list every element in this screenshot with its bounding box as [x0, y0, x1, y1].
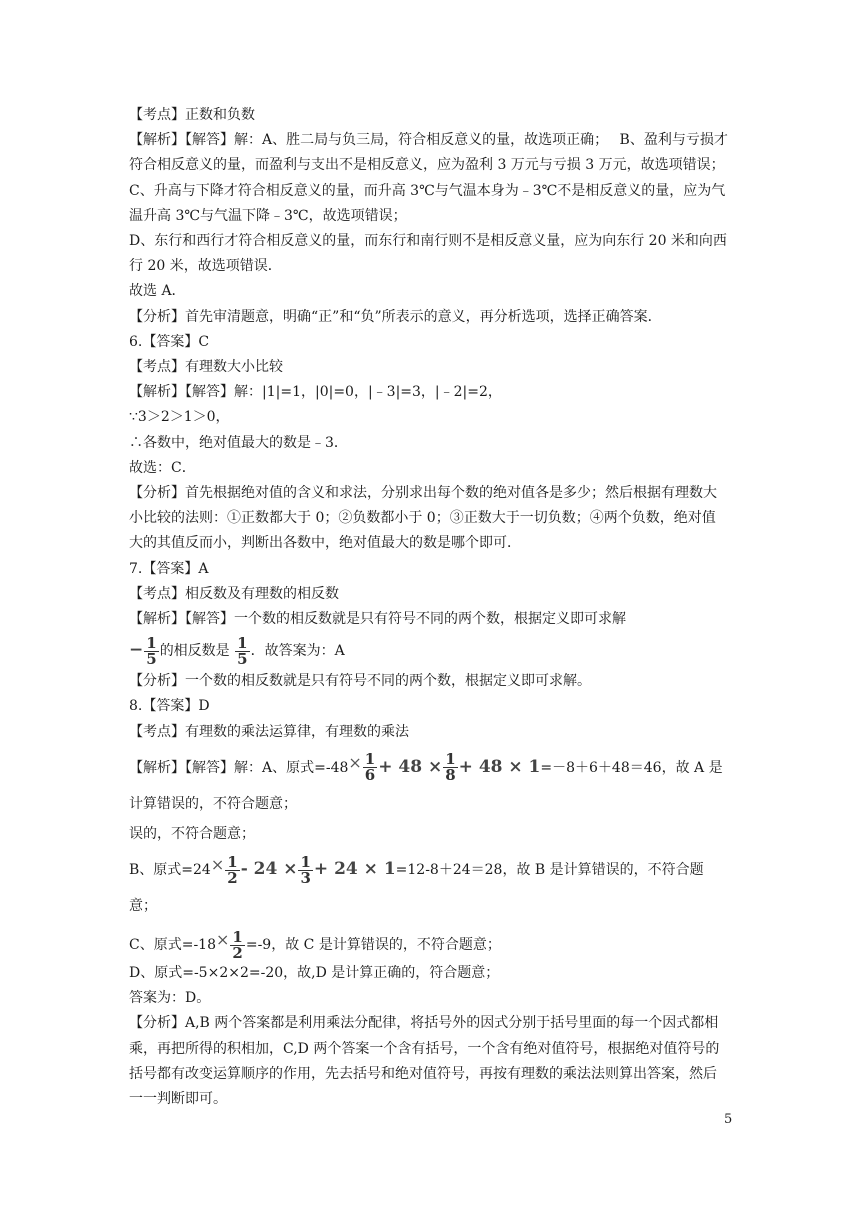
formula-line: 【解析】【解答】解：A、原式=-48× $\frac{1}{6}$ + 48 × $\frac{1}{8}$ + 48 × 1=－8＋6＋48＝46，故 A 是计算错误的，不符合题意；: [129, 750, 723, 812]
text-line: 【解析】【解答】一个数的相反数就是只有符号不同的两个数，根据定义即可求解: [129, 611, 626, 628]
fraction-one-third: $\frac{1}{3}$: [300, 852, 311, 887]
text-line: 【考点】有理数的乘法运算律，有理数的乘法: [129, 723, 409, 740]
fraction-one-eighth: $\frac{1}{8}$: [445, 750, 456, 785]
text-line: 答案为：D。: [129, 990, 211, 1007]
minus-sign: −: [129, 640, 144, 661]
page-number: 5: [724, 1112, 733, 1127]
text-line: 【分析】首先审清题意，明确“正”和“负”所表示的意义，再分析选项，选择正确答案．: [129, 308, 662, 325]
text-line: D、东行和西行才符合相反意义的量，而东行和南行则不是相反意义量，应为向东行 20 米和向西行 20 米，故选项错误．: [129, 233, 727, 275]
text-line: 故选：C．: [129, 459, 196, 476]
text-line: C、升高与下降才符合相反意义的量，而升高 3℃与气温本身为﹣3℃不是相反意义的量，应为气温升高 3℃与气温下降﹣3℃，故选项错误；: [129, 182, 726, 224]
text-line: 误的，不符合题意；: [129, 825, 255, 842]
text-line: 故选 A．: [129, 283, 186, 300]
text-line: 【考点】相反数及有理数的相反数: [129, 585, 339, 602]
formula-line: − $\frac{1}{5}$ 的相反数是 $\frac{1}{5}$ ．故答案为：A: [129, 633, 345, 668]
text-line: ∵3＞2＞1＞0，: [129, 409, 230, 426]
answer-heading: 7.【答案】A: [129, 560, 209, 577]
text-line: ∴各数中，绝对值最大的数是﹣3．: [129, 434, 348, 451]
fraction-one-fifth: $\frac{1}{5}$: [146, 633, 157, 668]
formula-line: B、原式=24× $\frac{1}{2}$ - 24 × $\frac{1}{3}$ + 24 × 1=12-8＋24＝28，故 B 是计算错误的，不符合题意；: [129, 852, 704, 915]
answer-content: [129, 103, 729, 1112]
formula-line: C、原式=-18× $\frac{1}{2}$ =-9，故 C 是计算错误的，不符合题意；: [129, 927, 501, 962]
text-line: 【解析】【解答】解：A、胜二局与负三局，符合相反意义的量，故选项正确； B、盈利与亏损才符合相反意义的量，而盈利与支出不是相反意义，应为盈利 3 万元与亏损 3 万元，故选项错误；: [129, 132, 728, 174]
answer-heading: 6.【答案】C: [129, 333, 210, 350]
text-line: 【解析】【解答】解：|1|=1，|0|=0，|﹣3|=3，|﹣2|=2，: [129, 384, 502, 401]
text-line: 【分析】一个数的相反数就是只有符号不同的两个数，根据定义即可求解。: [129, 673, 591, 690]
text-line: 【分析】首先根据绝对值的含义和求法，分别求出每个数的绝对值各是多少；然后根据有理数大小比较的法则：①正数都大于 0；②负数都小于 0；③正数大于一切负数；④两个负数，绝对值大的其值反而小，判断出各数中，绝对值最大的数是哪个即可．: [129, 485, 717, 552]
text-line: 【考点】有理数大小比较: [129, 359, 283, 376]
fraction-one-half: $\frac{1}{2}$: [227, 852, 238, 887]
text-line: 【考点】正数和负数: [129, 107, 255, 123]
fraction-one-half: $\frac{1}{2}$: [232, 927, 243, 962]
answer-heading: 8.【答案】D: [129, 698, 210, 715]
text-line: 【分析】A,B 两个答案都是利用乘法分配律，将括号外的因式分别于括号里面的每一个因式都相乘，再把所得的积相加，C,D 两个答案一个含有括号，一个含有绝对值符号，根据绝对值符号的括号都有改变运算顺序的作用，先去括号和绝对值符号，再按有理数的乘法法则算出答案，然后一一判断即可。: [129, 1015, 720, 1108]
text-line: D、原式=-5×2×2=-20，故,D 是计算正确的，符合题意；: [129, 965, 500, 982]
fraction-one-sixth: $\frac{1}{6}$: [364, 750, 376, 785]
fraction-one-fifth: $\frac{1}{5}$: [237, 633, 248, 668]
